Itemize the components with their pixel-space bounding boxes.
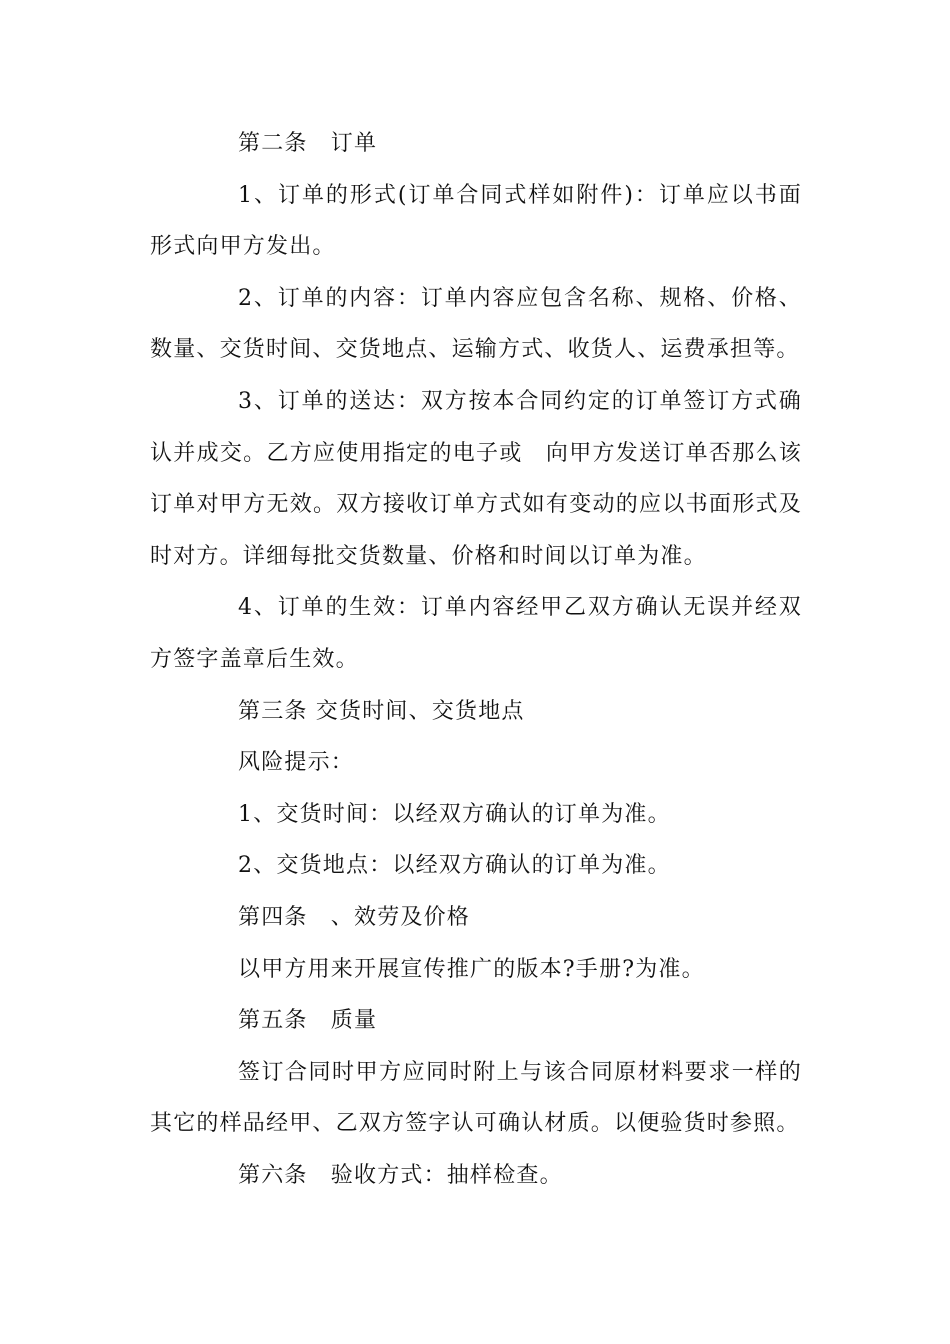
clause-delivery-place: 2、交货地点：以经双方确认的订单为准。 (238, 853, 671, 879)
clause-order-content: 2、订单的内容：订单内容应包含名称、规格、价格、数量、交货时间、交货地点、运输方式、收货人、运费承担等。 (150, 285, 802, 363)
clause-service-price: 以甲方用来开展宣传推广的版本?手册?为准。 (238, 956, 705, 982)
document-body (150, 118, 802, 1201)
risk-notice-label: 风险提示： (238, 750, 355, 776)
section-heading-article-2: 第二条 订单 (238, 131, 378, 156)
clause-quality: 签订合同时甲方应同时附上与该合同原材料要求一样的其它的样品经甲、乙双方签字认可确认材质。以便验货时参照。 (150, 1059, 802, 1137)
section-heading-article-5: 第五条 质量 (238, 1008, 378, 1034)
section-heading-article-4: 第四条 、效劳及价格 (238, 904, 471, 930)
section-heading-article-3: 第三条 交货时间、交货地点 (238, 698, 525, 724)
section-heading-article-6: 第六条 验收方式：抽样检查。 (238, 1162, 563, 1188)
clause-order-form: 1、订单的形式(订单合同式样如附件)：订单应以书面形式向甲方发出。 (150, 182, 802, 260)
clause-order-effective: 4、订单的生效：订单内容经甲乙双方确认无误并经双方签字盖章后生效。 (150, 595, 802, 672)
clause-order-delivery: 3、订单的送达：双方按本合同约定的订单签订方式确认并成交。乙方应使用指定的电子或 向甲方发送订单否那么该订单对甲方无效。双方接收订单方式如有变动的应以书面形式及时对方。详细每批交货数量、价格和时间以订单为准。 (150, 388, 802, 569)
clause-delivery-time: 1、交货时间：以经双方确认的订单为准。 (238, 801, 671, 827)
